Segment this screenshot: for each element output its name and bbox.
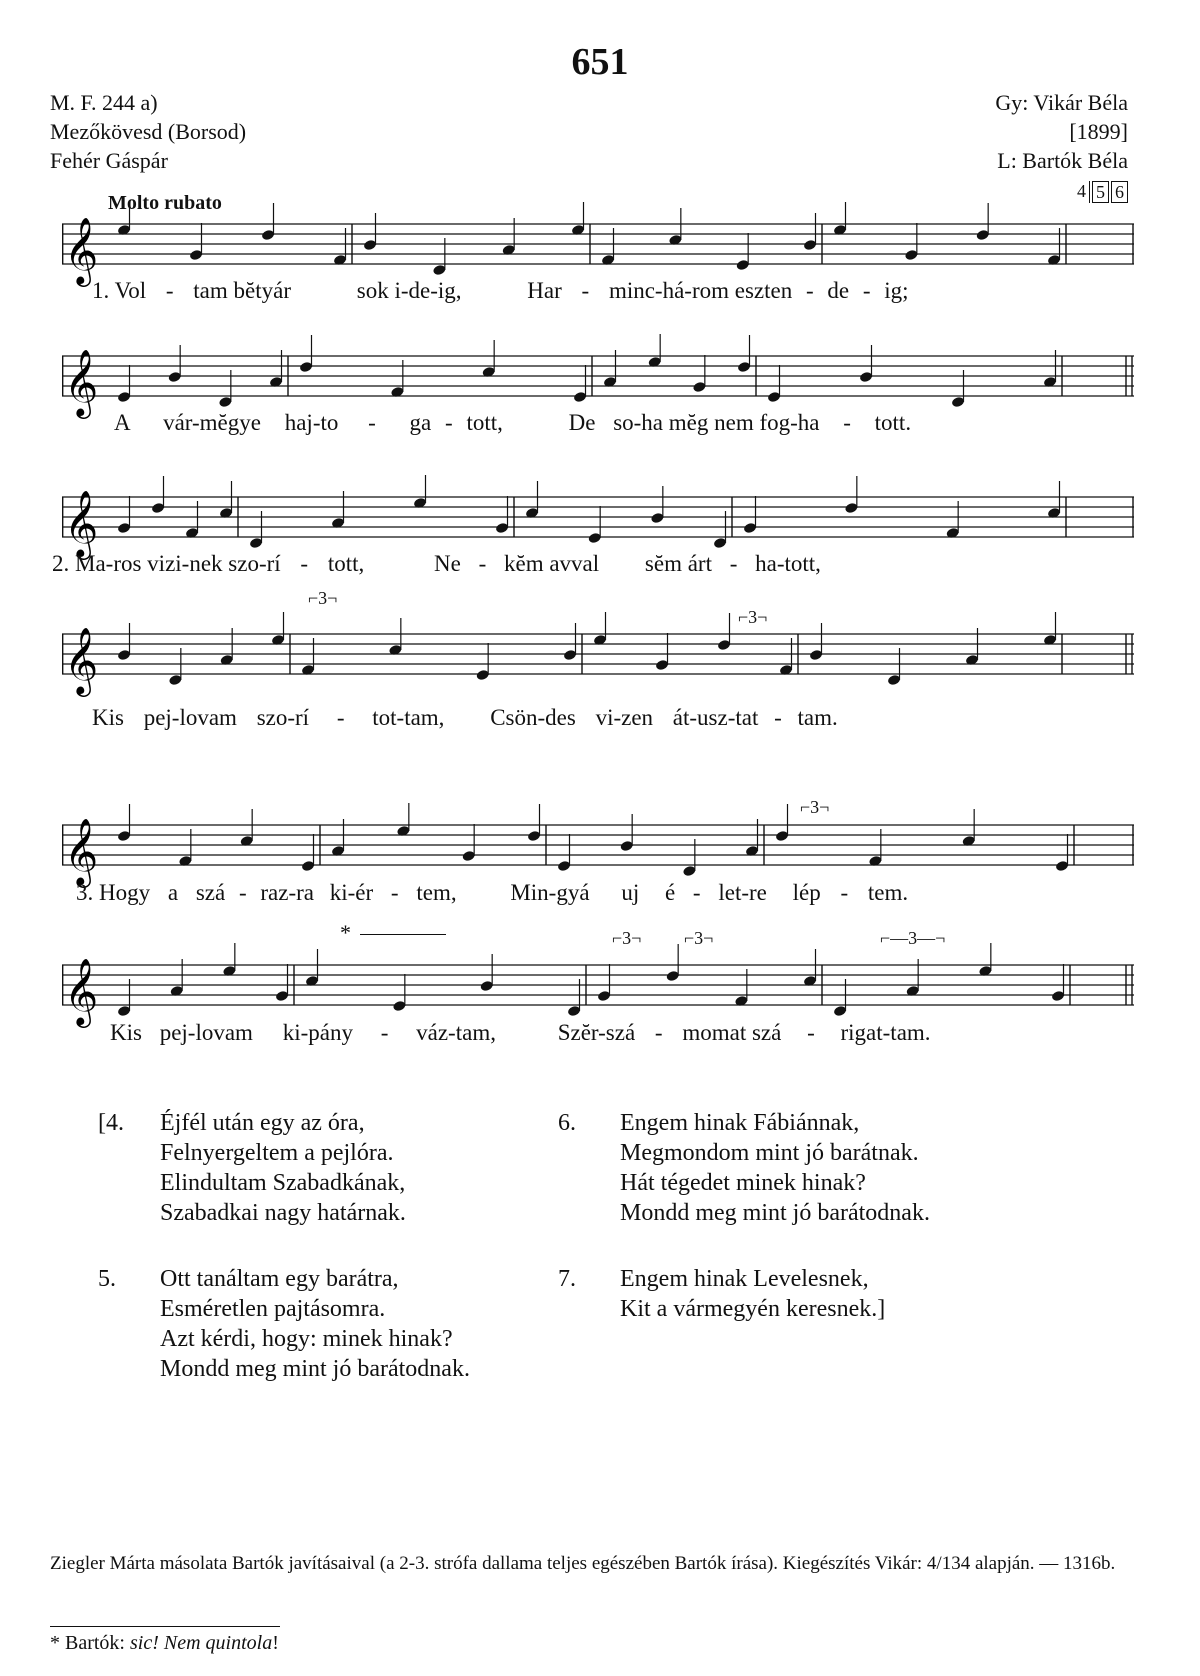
- lyric-syllable: tot-tam,: [372, 705, 445, 730]
- verse-line: Mondd meg mint jó barátodnak.: [160, 1356, 470, 1382]
- lyric-syllable: lép: [792, 880, 821, 905]
- lyric-hyphen: -: [805, 278, 814, 303]
- verse-line: Kit a vármegyén keresnek.]: [620, 1296, 886, 1322]
- verse-line: Engem hinak Fábiánnak,: [620, 1110, 860, 1136]
- lyric-hyphen: -: [840, 880, 849, 905]
- staff-system-4: [62, 612, 1134, 712]
- footnote-end: !: [272, 1632, 279, 1654]
- lyric-syllable: kĕm avval: [504, 551, 600, 576]
- lyric-hyphen: -: [774, 705, 782, 730]
- lyric-syllable: é: [664, 880, 676, 905]
- lyric-syllable: De: [568, 410, 596, 435]
- source-note: Ziegler Márta másolata Bartók javításaival (a 2-3. strófa dallama teljes egészében Bartók írása). Kiegészítés Vikár: 4/134 alapján. — 1316b.: [50, 1553, 1116, 1574]
- lyric-syllable: 2. Ma-ros vizi-nek szo-rí: [52, 551, 281, 576]
- verse-line: Ott tanáltam egy barátra,: [160, 1266, 399, 1292]
- lyric-syllable: Min-gyá: [510, 880, 590, 905]
- lyric-hyphen: -: [368, 410, 376, 435]
- lyric-hyphen: -: [692, 880, 701, 905]
- verse-number: 7.: [558, 1266, 576, 1292]
- lyric-syllable: Kis: [110, 1020, 142, 1045]
- lyric-syllable: sĕm árt: [644, 551, 712, 576]
- verse-number: [4.: [98, 1110, 124, 1136]
- lyric-hyphen: -: [478, 551, 487, 576]
- verse-line: Hát tégedet minek hinak?: [620, 1170, 866, 1196]
- tuplet-mark: ⌐3¬: [612, 928, 642, 948]
- year: [1899]: [1069, 119, 1128, 144]
- verse-line: Elindultam Szabadkának,: [160, 1170, 406, 1196]
- verse-line: Éjfél után egy az óra,: [160, 1110, 365, 1136]
- verse-line: Szabadkai nagy határnak.: [160, 1200, 406, 1226]
- treble-clef-icon: 𝄞: [64, 348, 99, 416]
- lyric-hyphen: -: [238, 880, 247, 905]
- verses-right: [558, 1108, 930, 1324]
- lyric-hyphen: -: [336, 705, 345, 730]
- lyric-hyphen: -: [380, 1020, 389, 1045]
- lyric-syllable: momat szá: [682, 1020, 782, 1045]
- lyric-syllable: 1. Vol: [92, 278, 147, 303]
- verse-line: Esméretlen pajtásomra.: [160, 1296, 386, 1322]
- footnote-italic: sic! Nem quintola: [130, 1632, 273, 1654]
- lyric-syllable: ki-pány: [282, 1020, 353, 1045]
- lyric-hyphen: -: [843, 410, 851, 435]
- treble-clef-icon: 𝄞: [64, 489, 99, 557]
- lyric-syllable: vár-mĕgye: [163, 410, 261, 435]
- verse-line: Mondd meg mint jó barátodnak.: [620, 1200, 930, 1226]
- tuplet-mark: ⌐3¬: [684, 928, 714, 948]
- treble-clef-icon: 𝄞: [64, 817, 99, 885]
- lyric-syllable: raz-ra: [260, 880, 314, 905]
- lyric-hyphen: -: [807, 1020, 815, 1045]
- box-label: 4: [1074, 181, 1090, 203]
- lyric-syllable: let-re: [718, 880, 767, 905]
- verse-4: [98, 1108, 470, 1228]
- lyric-syllable: szá: [195, 880, 226, 905]
- lyric-syllable: tam.: [797, 705, 838, 730]
- lyric-syllable: szo-rí: [256, 705, 310, 730]
- strophe-boxes: [1074, 181, 1128, 203]
- lyric-syllable: Har: [527, 278, 562, 303]
- lyric-hyphen: -: [300, 551, 309, 576]
- source-info: [50, 88, 246, 175]
- tempo-marking: Molto rubato: [108, 192, 222, 214]
- lyric-syllable: tott,: [327, 551, 365, 576]
- tuplet-mark: ⌐3¬: [308, 588, 338, 608]
- verse-number: 5.: [98, 1266, 116, 1292]
- lyric-syllable: tem,: [416, 880, 457, 905]
- lyric-syllable: váz-tam,: [416, 1020, 496, 1045]
- lyric-syllable: A: [114, 410, 130, 435]
- treble-clef-icon: 𝄞: [64, 216, 99, 284]
- lyric-hyphen: -: [165, 278, 174, 303]
- lyric-line-1: [92, 278, 909, 304]
- lyric-syllable: Szĕr-szá: [557, 1020, 636, 1045]
- lyric-syllable: tott,: [466, 410, 503, 435]
- lyric-syllable: ha-tott,: [755, 551, 821, 576]
- lyric-syllable: tam bĕtyár: [193, 278, 292, 303]
- lyric-syllable: Ne: [434, 551, 461, 576]
- lyric-syllable: de: [827, 278, 850, 303]
- lyric-hyphen: -: [445, 410, 453, 435]
- verses-left: [98, 1108, 470, 1384]
- treble-clef-icon: 𝄞: [64, 957, 99, 1025]
- lyric-line-3: [52, 551, 821, 577]
- lyric-syllable: tott.: [874, 410, 912, 435]
- verse-7: [558, 1264, 930, 1324]
- treble-clef-icon: 𝄞: [64, 626, 99, 694]
- lyric-syllable: a: [167, 880, 179, 905]
- singer: Fehér Gáspár: [50, 148, 168, 173]
- transcriber: L: Bartók Béla: [997, 148, 1128, 173]
- footnote: [50, 1632, 279, 1655]
- verse-5: [98, 1264, 470, 1384]
- verse-number: 6.: [558, 1110, 576, 1136]
- lyric-syllable: 3. Hogy: [76, 880, 151, 905]
- lyric-hyphen: -: [862, 278, 871, 303]
- box-label: 6: [1111, 181, 1128, 203]
- verse-line: Engem hinak Levelesnek,: [620, 1266, 869, 1292]
- catalog-number: M. F. 244 a): [50, 90, 158, 115]
- tuplet-mark: ⌐3¬: [800, 797, 830, 817]
- lyric-syllable: rigat-tam.: [840, 1020, 931, 1045]
- lyric-line-6: [110, 1020, 931, 1046]
- lyric-syllable: pej-lovam: [159, 1020, 253, 1045]
- verse-line: Megmondom mint jó barátnak.: [620, 1140, 919, 1166]
- lyric-syllable: ga: [409, 410, 432, 435]
- lyric-syllable: Kis: [92, 705, 124, 730]
- lyric-hyphen: -: [729, 551, 738, 576]
- lyric-syllable: ig;: [884, 278, 909, 303]
- lyric-syllable: sok i-de-ig,: [356, 278, 462, 303]
- footnote-rule: [50, 1626, 280, 1627]
- lyric-syllable: uj: [621, 880, 640, 905]
- tuplet-mark: ⌐3¬: [738, 607, 768, 627]
- credits: [995, 88, 1128, 204]
- lyric-syllable: haj-to: [284, 410, 339, 435]
- lyric-syllable: Csön-des: [490, 705, 576, 730]
- lyric-syllable: minc-há-rom eszten: [608, 278, 793, 303]
- collector: Gy: Vikár Béla: [995, 90, 1128, 115]
- lyric-syllable: ki-ér: [329, 880, 374, 905]
- place: Mezőkövesd (Borsod): [50, 119, 247, 144]
- footnote-mark: * Bartók:: [50, 1632, 130, 1654]
- lyric-line-2: [114, 410, 911, 436]
- asterisk-mark: *: [340, 920, 351, 945]
- lyric-hyphen: -: [654, 1020, 663, 1045]
- verse-6: [558, 1108, 930, 1228]
- lyric-syllable: tem.: [867, 880, 909, 905]
- lyric-syllable: pej-lovam: [143, 705, 237, 730]
- staff-svg: [62, 612, 1134, 712]
- asterisk-line: [360, 934, 446, 935]
- page-number: 651: [571, 41, 629, 83]
- verse-line: Felnyergeltem a pejlóra.: [160, 1140, 394, 1166]
- lyric-hyphen: -: [581, 278, 590, 303]
- lyric-hyphen: -: [390, 880, 399, 905]
- lyric-syllable: át-usz-tat: [672, 705, 759, 730]
- lyric-syllable: so-ha mĕg nem fog-ha: [613, 410, 820, 435]
- tuplet-mark: ⌐—3—¬: [880, 928, 946, 948]
- verse-line: Azt kérdi, hogy: minek hinak?: [160, 1326, 453, 1352]
- lyric-line-4: [92, 705, 838, 731]
- lyric-syllable: vi-zen: [595, 705, 654, 730]
- lyric-line-5: [76, 880, 908, 906]
- box-label: 5: [1092, 181, 1109, 203]
